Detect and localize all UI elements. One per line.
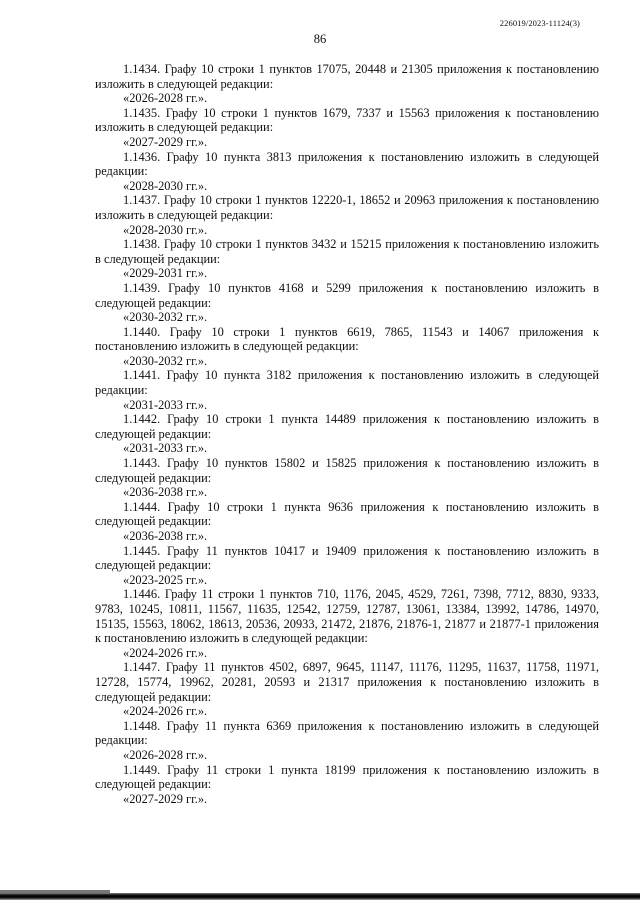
- list-item: [95, 150, 599, 194]
- document-body: [95, 62, 599, 806]
- item-text: 1.1442. Графу 10 строки 1 пункта 14489 приложения к постановлению изложить в следующей редакции:: [95, 412, 599, 441]
- list-item: [95, 412, 599, 456]
- item-value: «2026-2028 гг.».: [123, 747, 208, 762]
- item-text: 1.1443. Графу 10 пунктов 15802 и 15825 приложения к постановлению изложить в следующей редакции:: [95, 456, 599, 485]
- item-value: «2028-2030 гг.».: [123, 178, 208, 193]
- item-value: «2028-2030 гг.».: [123, 222, 208, 237]
- item-value: «2031-2033 гг.».: [123, 441, 208, 456]
- list-item: [95, 719, 599, 763]
- item-value: «2036-2038 гг.».: [123, 529, 208, 543]
- item-text: 1.1439. Графу 10 пунктов 4168 и 5299 приложения к постановлению изложить в следующей редакции:: [95, 280, 599, 310]
- list-item: [95, 106, 599, 150]
- item-text: 1.1441. Графу 10 пункта 3182 приложения к постановлению изложить в следующей редакции:: [95, 368, 599, 398]
- item-value: «2036-2038 гг.».: [123, 485, 208, 500]
- list-item: [95, 237, 599, 281]
- item-value: «2027-2029 гг.».: [123, 134, 208, 149]
- item-text: 1.1447. Графу 11 пунктов 4502, 6897, 9645, 11147, 11176, 11295, 11637, 11758, 11971, 12728, 15774, 19962, 20281, 20593 и 21317 приложения к постановлению изложить в следующей редакции:: [95, 660, 599, 704]
- list-item: [95, 763, 599, 807]
- item-text: 1.1440. Графу 10 строки 1 пунктов 6619, 7865, 11543 и 14067 приложения к постановлению изложить в следующей редакции:: [95, 324, 599, 354]
- list-item: [95, 193, 599, 237]
- item-value: «2031-2033 гг.».: [123, 397, 208, 412]
- item-text: 1.1437. Графу 10 строки 1 пунктов 12220-1, 18652 и 20963 приложения к постановлению изложить в следующей редакции:: [95, 193, 599, 222]
- item-value: «2029-2031 гг.».: [123, 266, 208, 281]
- document-number: 226019/2023-11124(3): [499, 18, 580, 28]
- page-number: 86: [313, 32, 327, 46]
- list-item: [95, 456, 599, 500]
- item-text: 1.1444. Графу 10 строки 1 пункта 9636 приложения к постановлению изложить в следующей редакции:: [95, 499, 599, 529]
- list-item: [95, 62, 599, 106]
- item-value: «2026-2028 гг.».: [123, 91, 208, 106]
- item-text: 1.1435. Графу 10 строки 1 пунктов 1679, 7337 и 15563 приложения к постановлению изложить в следующей редакции:: [95, 105, 599, 135]
- list-item: [95, 660, 599, 718]
- item-text: 1.1436. Графу 10 пункта 3813 приложения к постановлению изложить в следующей редакции:: [95, 149, 599, 179]
- item-value: «2024-2026 гг.».: [123, 645, 208, 660]
- item-value: «2030-2032 гг.».: [123, 353, 208, 368]
- list-item: [95, 325, 599, 369]
- list-item: [95, 368, 599, 412]
- list-item: [95, 544, 599, 588]
- item-text: 1.1434. Графу 10 строки 1 пунктов 17075, 20448 и 21305 приложения к постановлению изложить в следующей редакции:: [95, 62, 599, 91]
- item-value: «2030-2032 гг.».: [123, 310, 208, 325]
- item-text: 1.1445. Графу 11 пунктов 10417 и 19409 приложения к постановлению изложить в следующей редакции:: [95, 543, 599, 573]
- list-item: [95, 500, 599, 544]
- item-text: 1.1438. Графу 10 строки 1 пунктов 3432 и 15215 приложения к постановлению изложить в следующей редакции:: [95, 237, 599, 266]
- list-item: [95, 281, 599, 325]
- item-text: 1.1449. Графу 11 строки 1 пункта 18199 приложения к постановлению изложить в следующей редакции:: [95, 762, 599, 792]
- item-value: «2023-2025 гг.».: [123, 572, 208, 587]
- item-value: «2027-2029 гг.».: [123, 791, 208, 806]
- item-value: «2024-2026 гг.».: [123, 704, 208, 719]
- list-item: [95, 587, 599, 660]
- scan-edge-bar: [0, 893, 640, 900]
- item-text: 1.1446. Графу 11 строки 1 пунктов 710, 1176, 2045, 4529, 7261, 7398, 7712, 8830, 9333, 9783, 10245, 10811, 11567, 11635, 12542, 12759, 12787, 13061, 13384, 13992, 14786, 14970, 15135, 15563, 18062, 18613, 20536, 20933, 21472, 21876, 21876-1, 21877 и 21877-1 приложения к постановлению изложить в следующей редакции:: [95, 587, 599, 646]
- item-text: 1.1448. Графу 11 пункта 6369 приложения к постановлению изложить в следующей редакции:: [95, 718, 599, 748]
